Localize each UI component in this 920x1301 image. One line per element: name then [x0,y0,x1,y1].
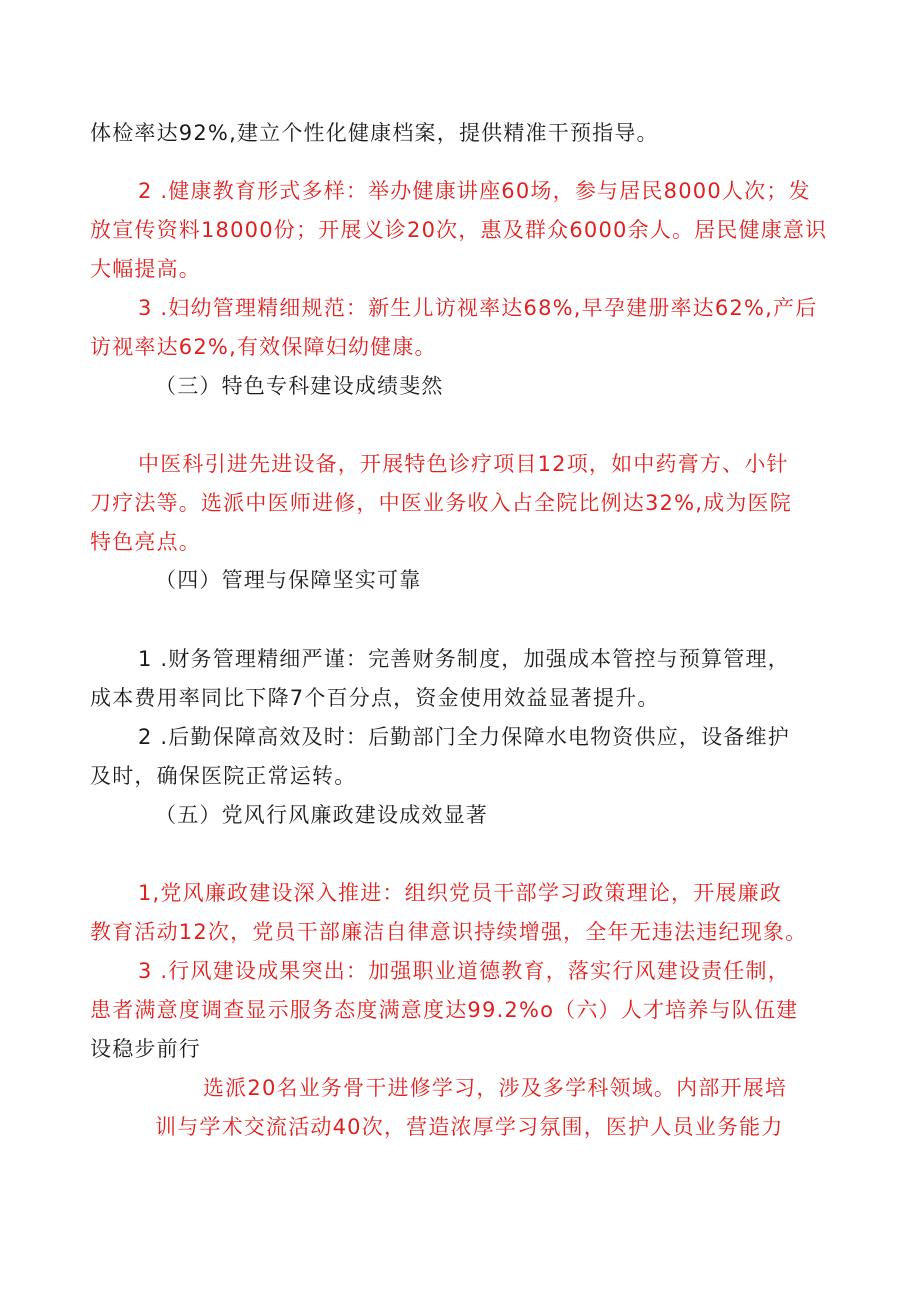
paragraph-line: 3 .行风建设成果突出：加强职业道德教育，落实行风建设责任制， [138,959,790,983]
section-heading: （四）管理与保障坚实可靠 [155,568,422,592]
section-heading: （五）党风行风廉政建设成效显著 [155,803,488,827]
paragraph-line: 2 .健康教育形式多样：举办健康讲座60场，参与居民8000人次；发 [138,179,811,203]
paragraph-line: 成本费用率同比下降7个百分点，资金使用效益显著提升。 [90,686,660,710]
paragraph-line: 大幅提高。 [90,257,201,281]
paragraph-line: 患者满意度调查显示服务态度满意度达99.2%o（六）人才培养与队伍建 [90,998,799,1022]
paragraph-line: 放宣传资料18000份；开展义诊20次，惠及群众6000余人。居民健康意识 [90,218,828,242]
section-heading: （三）特色专科建设成绩斐然 [155,374,444,398]
paragraph-line: 刀疗法等。选派中医师进修，中医业务收入占全院比例达32%,成为医院 [90,491,792,515]
paragraph-line: 1 .财务管理精细严谨：完善财务制度，加强成本管控与预算管理， [138,647,790,671]
paragraph-line: 1,党风廉政建设深入推进：组织党员干部学习政策理论，开展廉政 [138,881,783,905]
paragraph-line: 特色亮点。 [90,530,201,554]
paragraph-line: 选派20名业务骨干进修学习，涉及多学科领域。内部开展培 [203,1076,788,1100]
paragraph-line: 访视率达62%,有效保障妇幼健康。 [90,335,437,359]
paragraph-line: 教育活动12次，党员干部廉洁自律意识持续增强，全年无违法违纪现象。 [90,920,808,944]
paragraph-line: 2 .后勤保障高效及时：后勤部门全力保障水电物资供应，设备维护 [138,725,790,749]
section-heading: 设稳步前行 [90,1037,201,1061]
paragraph-line: 3 .妇幼管理精细规范：新生儿访视率达68%,早孕建册率达62%,产后 [138,296,818,320]
paragraph-line: 及时，确保医院正常运转。 [90,764,357,788]
paragraph-line: 训与学术交流活动40次，营造浓厚学习氛围，医护人员业务能力 [155,1115,784,1139]
paragraph-line: 体检率达92%,建立个性化健康档案，提供精准干预指导。 [90,121,659,145]
paragraph-line: 中医科引进先进设备，开展特色诊疗项目12项，如中药膏方、小针 [138,452,789,476]
